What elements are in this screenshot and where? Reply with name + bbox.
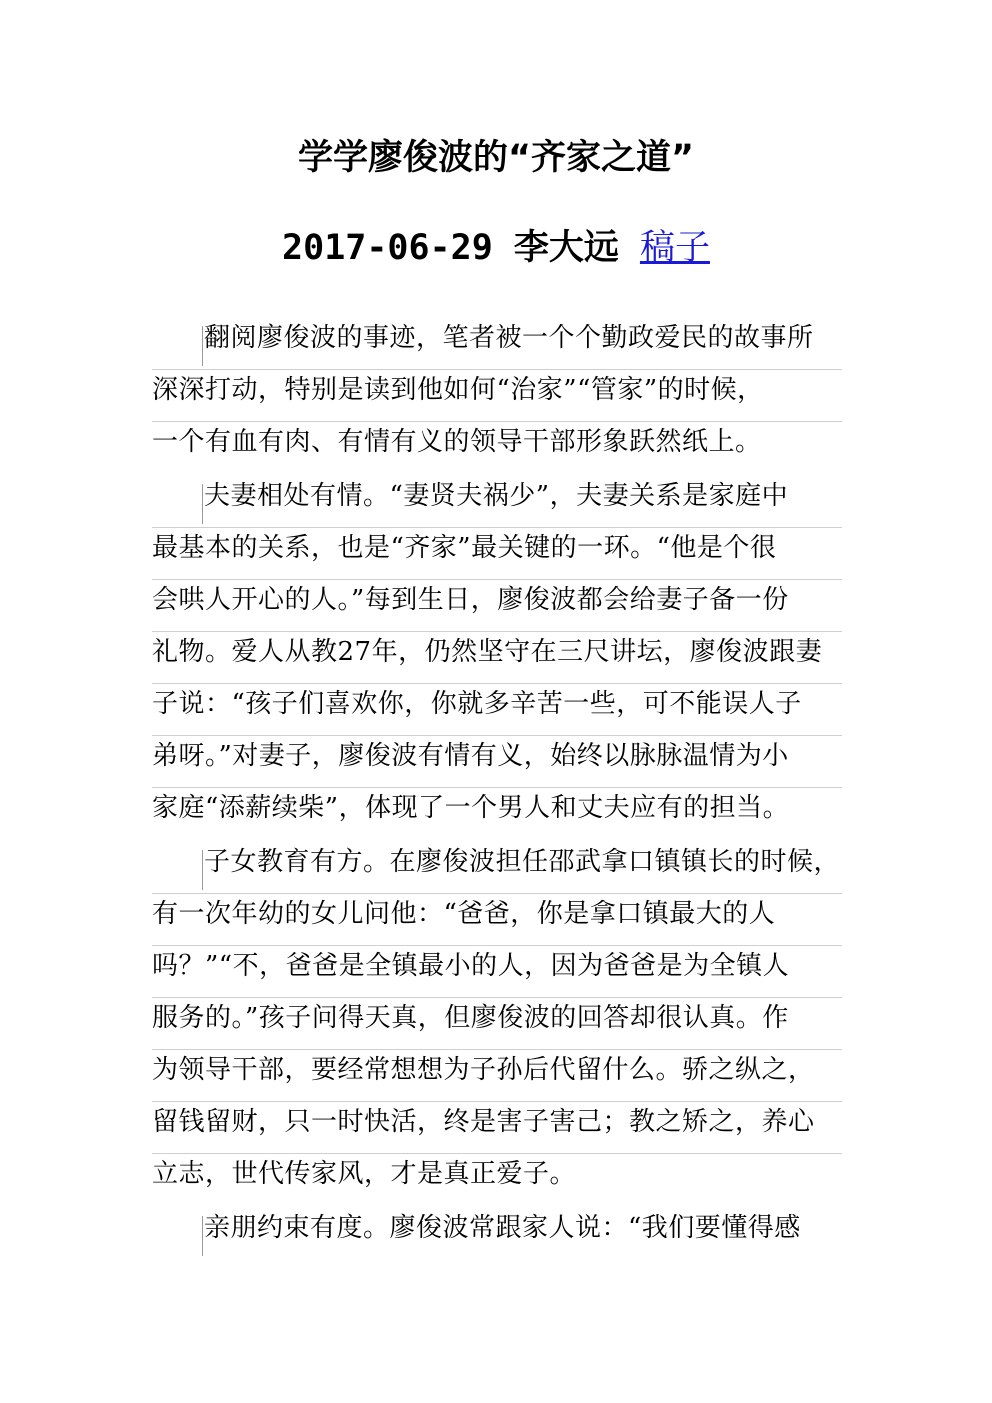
page-title: 学学廖俊波的“齐家之道” [297,138,694,178]
publish-date: 2017-06-29 [282,228,493,268]
paragraph-line: 夫妻相处有情。“妻贤夫祸少”，夫妻关系是家庭中 [152,476,842,528]
paragraph-line: 子女教育有方。在廖俊波担任邵武拿口镇镇长的时候， [152,842,842,894]
paragraph-line: 留钱留财，只一时快活，终是害子害己；教之矫之，养心 [152,1102,842,1154]
paragraph-line: 服务的。”孩子问得天真，但廖俊波的回答却很认真。作 [152,998,842,1050]
author-name: 李大远 [513,228,619,268]
paragraph-line: 家庭“添薪续柴”，体现了一个男人和丈夫应有的担当。 [152,793,790,823]
paragraph-line: 一个有血有肉、有情有义的领导干部形象跃然纸上。 [152,427,762,457]
paragraph-line: 会哄人开心的人。”每到生日，廖俊波都会给妻子备一份 [152,580,842,632]
paragraph-line: 亲朋约束有度。廖俊波常跟家人说：“我们要懂得感 [152,1208,842,1260]
paragraph-line: 吗？”“不，爸爸是全镇最小的人，因为爸爸是为全镇人 [152,946,842,998]
manuscript-link[interactable]: 稿子 [639,228,710,268]
paragraph-line: 礼物。爱人从教27年，仍然坚守在三尺讲坛，廖俊波跟妻 [152,632,842,684]
paragraph-line: 为领导干部，要经常想想为子孙后代留什么。骄之纵之， [152,1050,842,1102]
paragraph-line: 有一次年幼的女儿问他：“爸爸，你是拿口镇最大的人 [152,894,842,946]
byline [0,226,992,270]
paragraph-line: 深深打动，特别是读到他如何“治家”“管家”的时候， [152,370,842,422]
paragraph-line: 立志，世代传家风，才是真正爱子。 [152,1159,577,1189]
paragraph-line: 最基本的关系，也是“齐家”最关键的一环。“他是个很 [152,528,842,580]
paragraph-line: 子说：“孩子们喜欢你，你就多辛苦一些，可不能误人子 [152,684,842,736]
paragraph-line: 翻阅廖俊波的事迹，笔者被一个个勤政爱民的故事所 [152,318,842,370]
paragraph-line: 弟呀。”对妻子，廖俊波有情有义，始终以脉脉温情为小 [152,736,842,788]
